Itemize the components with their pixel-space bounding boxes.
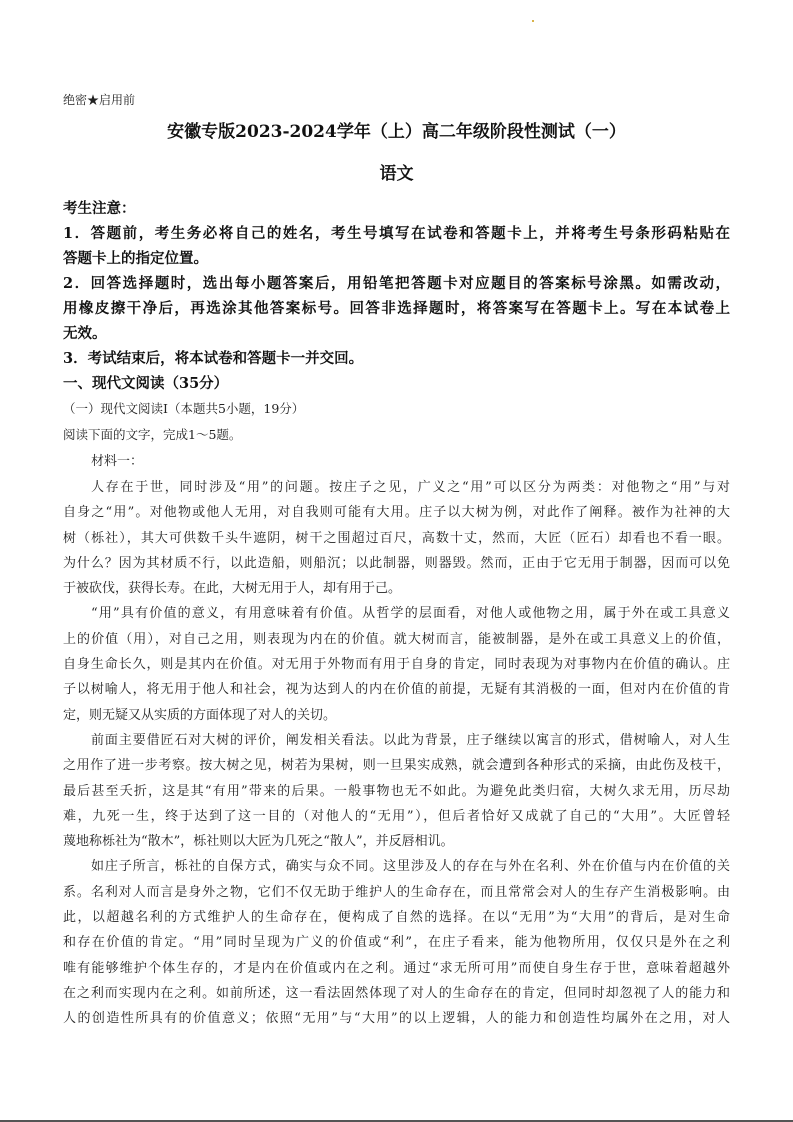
paragraph [63,854,730,1031]
notice-line: 2．回答选择题时，选出每小题答案后，用铅笔把答题卡对应题目的答案标号涂黑。如需改动， [63,275,730,292]
paragraph-line: 系。名利对人而言是身外之物，它们不仅无助于维护人的生命存在，而且常常会对人的生存产生消极影响。由 [63,884,730,900]
paragraph-line: 自身之“用”。对他物或他人无用，对自我则可能有大用。庄子以大树为例，对此作了阐释。被作为社神的大 [63,505,730,521]
paragraph-line: 如庄子所言，栎社的自保方式，确实与众不同。这里涉及人的存在与外在名利、外在价值与内在价值的关 [91,859,730,875]
paragraph-line: 人存在于世，同时涉及“用”的问题。按庄子之见，广义之“用”可以区分为两类：对他物之“用”与对 [91,480,730,495]
exam-page [63,88,730,1032]
paragraph-line: 子以树喻人，将无用于他人和社会，视为达到人的内在价值的前提，无疑有其消极的一面，但对内在价值的肯 [63,682,730,698]
paragraph [63,475,730,601]
paragraph-line: 自身生命长久，则是其内在价值。对无用于外物而有用于自身的肯定，同时表现为对事物内在价值的确认。庄 [63,657,730,673]
material-label: 材料一： [91,454,144,469]
paragraph-line: “用”具有价值的意义，有用意味着有价值。从哲学的层面看，对他人或他物之用，属于外在或工具意义 [91,606,730,622]
paragraph-line: 前面主要借匠石对大树的评价，阐发相关看法。以此为背景，庄子继续以寓言的形式，借树喻人，对人生 [91,732,730,748]
notice-line: 1．答题前，考生务必将自己的姓名，考生号填写在试卷和答题卡上，并将考生号条形码粘贴在 [63,225,730,242]
candidate-notice [63,196,730,371]
paragraph-line: 最后甚至夭折，这是其“有用”带来的后果。一般事物也无不如此。为避免此类归宿，大树久求无用，历尽劫 [63,783,730,799]
decorative-dot [532,20,534,22]
paragraph-line: 定，则无疑又从实质的方面体现了对人的关切。 [63,707,337,723]
paragraph [63,728,730,854]
subject-title: 语文 [379,164,414,184]
paragraph-line: 蔑地称栎社为“散木”，栎社则以大匠为几死之“散人”，并反唇相讥。 [63,834,454,850]
section-heading: 一、现代文阅读（35分） [63,375,229,392]
reading-instruction: 阅读下面的文字，完成1～5题。 [63,427,242,442]
paragraph-line: 为什么？因为其材质不行，以此造船，则船沉；以此制器，则器毁。然而，正由于它无用于制器，因而可以免 [63,555,730,571]
paragraph [63,601,730,727]
paragraph-line: 难，九死一生，终于达到了这一目的（对他人的“无用”），但后者恰好又成就了自己的“大用”。大匠曾轻 [63,808,730,824]
paragraph-line: 之用作了进一步考察。按大树之见，树若为果树，则一旦果实成熟，就会遭到各种形式的采摘，由此伤及枝干， [63,758,730,774]
paragraph-line: 在之利而实现内在之利。如前所述，这一看法固然体现了对人的生命存在的肯定，但同时却忽视了人的能力和 [63,985,730,1001]
paragraph-line: 树（栎社），其大可供数千头牛遮阴，树干之围超过百尺，高数十丈，然而，大匠（匠石）却看也不看一眼。 [63,530,730,546]
notice-line: 答题卡上的指定位置。 [63,250,208,267]
paragraph-line: 于被砍伐，获得长寿。在此，大树无用于人，却有用于己。 [63,581,402,597]
notice-line: 无效。 [63,325,107,342]
exam-title: 安徽专版2023-2024学年（上）高二年级阶段性测试（一） [167,122,626,142]
notice-line: 用橡皮擦干净后，再选涂其他答案标号。回答非选择题时，将答案写在答题卡上。写在本试卷上 [63,300,730,317]
notice-line: 3．考试结束后，将本试卷和答题卡一并交回。 [63,350,364,367]
paragraph-line: 此，以超越名利的方式维护人的生命存在，便构成了自然的选择。在以“无用”为“大用”的背后，是对生命 [63,910,730,926]
paragraph-line: 上的价值（用），对自己之用，则表现为内在的价值。就大树而言，能被制器，是外在或工具意义上的价值， [63,631,730,647]
paragraph-line: 人的创造性所具有的价值意义；依照“无用”与“大用”的以上逻辑，人的能力和创造性均属外在之用，对人 [63,1011,730,1027]
paragraph-line: 唯有能够维护个体生存的，才是内在价值或内在之利。通过“求无所可用”而使自身生存于世，意味着超越外 [63,960,730,976]
notice-heading: 考生注意： [63,200,136,217]
paragraph-line: 和存在价值的肯定。“用”同时呈现为广义的价值或“利”，在庄子看来，能为他物所用，仅仅只是外在之利 [63,935,730,951]
section-subheading: （一）现代文阅读Ⅰ（本题共5小题，19分） [63,401,305,416]
confidential-label: 绝密★启用前 [63,93,136,107]
reading-passage [63,475,730,1032]
